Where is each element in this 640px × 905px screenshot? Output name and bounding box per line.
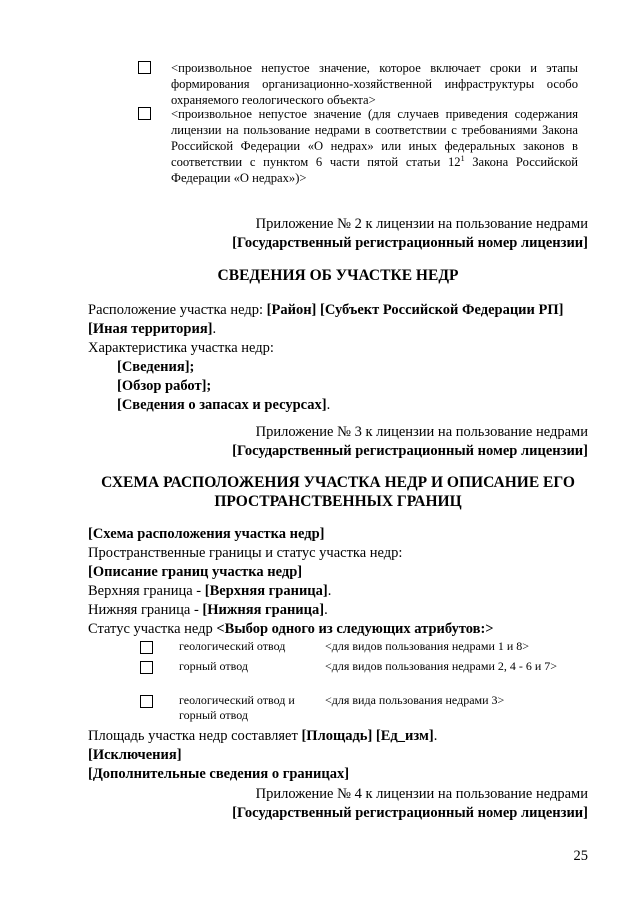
status-option-name: геологический отвод и горный отвод (179, 693, 295, 722)
status-option-desc: <для видов пользования недрами 2, 4 - 6 и 7> (325, 659, 558, 673)
characteristics-label: Характеристика участка недр: (88, 340, 274, 356)
char-item: [Обзор работ]; (117, 378, 212, 394)
section-scheme (88, 525, 588, 784)
option-text: <произвольное непустое значение, которое включает сроки и этапы формирования организационно-хозяйственной инфраструктуры особо охраняемого геологического объекта> (171, 61, 578, 107)
section-title-scheme: СХЕМА РАСПОЛОЖЕНИЯ УЧАСТКА НЕДР И ОПИСАНИЕ ЕГО ПРОСТРАНСТВЕННЫХ ГРАНИЦ (101, 474, 575, 510)
upper-bound-line: Верхняя граница - [Верхняя граница]. (88, 583, 332, 599)
area-line: Площадь участка недр составляет [Площадь] [Ед_изм]. (88, 728, 438, 744)
appendix-2-header: Приложение № 2 к лицензии на пользование недрами [Государственный регистрационный номер лицензии] (232, 216, 588, 251)
status-option-row[interactable] (88, 639, 588, 659)
checkbox[interactable] (140, 661, 153, 674)
additional-info-line: [Дополнительные сведения о границах] (88, 766, 350, 782)
status-option-desc: <для видов пользования недрами 1 и 8> (325, 639, 530, 653)
checkbox[interactable] (138, 61, 151, 74)
other-territory-line: [Иная территория]. (88, 321, 217, 337)
bounds-desc: [Описание границ участка недр] (88, 564, 303, 580)
status-option-row[interactable] (88, 693, 588, 727)
option-checkbox-row[interactable] (138, 106, 578, 186)
exceptions-line: [Исключения] (88, 747, 182, 763)
bounds-label: Пространственные границы и статус участка недр: (88, 545, 403, 561)
appendix-4-header: Приложение № 4 к лицензии на пользование недрами [Государственный регистрационный номер лицензии] (232, 786, 588, 821)
lower-bound-line: Нижняя граница - [Нижняя граница]. (88, 602, 328, 618)
checkbox[interactable] (138, 107, 151, 120)
char-item: [Сведения о запасах и ресурсах]. (117, 397, 331, 413)
checkbox[interactable] (140, 641, 153, 654)
page-number: 25 (573, 848, 588, 864)
checkbox[interactable] (140, 695, 153, 708)
char-item: [Сведения]; (117, 359, 195, 375)
status-option-name: геологический отвод (179, 639, 286, 653)
scheme-line: [Схема расположения участка недр] (88, 526, 325, 542)
location-line: Расположение участка недр: [Район] [Субъект Российской Федерации РП] (88, 302, 564, 318)
status-line: Статус участка недр <Выбор одного из следующих атрибутов:> (88, 621, 494, 637)
option-checkbox-row[interactable] (138, 60, 578, 108)
status-option-desc: <для вида пользования недрами 3> (325, 693, 505, 707)
section-subsoil-info (88, 301, 588, 415)
footnote-superscript: 1 (460, 153, 465, 163)
appendix-3-header: Приложение № 3 к лицензии на пользование недрами [Государственный регистрационный номер лицензии] (232, 424, 588, 459)
section-title-subsoil-info: СВЕДЕНИЯ ОБ УЧАСТКЕ НЕДР (217, 267, 459, 284)
status-option-name: горный отвод (179, 659, 248, 673)
status-option-row[interactable] (88, 659, 588, 693)
option-text: <произвольное непустое значение (для случаев приведения содержания лицензии на пользование недрами в соответствии с требованиями Закона Российской Федерации «О недрах» или иных федеральных законов в соответствии с пунктом 6 части пятой статьи $12^1$ Закона Российской Федерации «О недрах»)> (171, 107, 578, 185)
